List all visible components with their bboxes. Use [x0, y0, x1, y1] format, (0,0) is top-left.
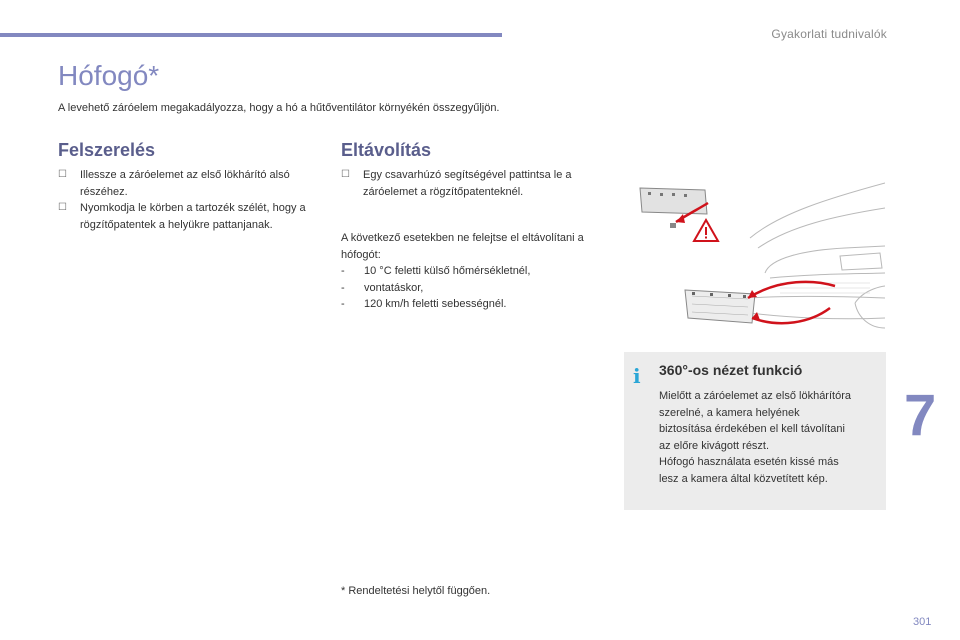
- list-item: ☐ Egy csavarhúzó segítségével pattintsa le a záróelemet a rögzítőpatenteknél.: [341, 169, 572, 198]
- snow-shield-illustration: [630, 178, 885, 338]
- install-heading: Felszerelés: [58, 140, 156, 160]
- removal-list: [341, 167, 606, 200]
- install-arrow: [748, 282, 835, 298]
- forget-note: [341, 230, 606, 313]
- checkbox-bullet-icon: ☐: [58, 202, 67, 213]
- footnote: * Rendeltetési helytől függően.: [341, 585, 491, 597]
- info-body: Mielőtt a záróelemet az első lökhárítóra szerelné, a kamera helyének biztosítása érdekében el kell távolítani az előre kivágott részt. Hófogó használata esetén kissé más lesz a kamera által közvetített kép.: [659, 390, 851, 485]
- list-item: ☐ Nyomkodja le körben a tartozék szélét, hogy a rögzítőpatentek a helyükre pattanjanak.: [58, 202, 306, 231]
- intro-text: A levehető záróelem megakadályozza, hogy a hó a hűtőventilátor környékén összegyűljön.: [58, 102, 500, 114]
- header-accent-bar: [0, 33, 502, 37]
- page-number: 301: [913, 616, 932, 628]
- install-list: [58, 167, 320, 233]
- checkbox-bullet-icon: ☐: [58, 169, 67, 180]
- warning-triangle-icon: [694, 220, 718, 241]
- list-item: ☐ Illessze a záróelemet az első lökhárító alsó részéhez.: [58, 169, 290, 198]
- info-title: 360°-os nézet funkció: [659, 362, 803, 378]
- lower-snow-shield: [685, 290, 755, 323]
- section-name: Gyakorlati tudnivalók: [771, 27, 887, 41]
- list-item: - 10 °C feletti külső hőmérsékletnél,: [341, 265, 531, 277]
- list-item: - 120 km/h feletti sebességnél.: [341, 298, 507, 310]
- page-title: Hófogó*: [58, 60, 160, 91]
- checkbox-bullet-icon: ☐: [341, 169, 350, 180]
- forget-intro: A következő esetekben ne felejtse el eltávolítani a hófogót:: [341, 232, 584, 261]
- info-icon: i: [633, 364, 641, 388]
- removal-heading: Eltávolítás: [341, 140, 432, 160]
- chapter-number: 7: [904, 383, 937, 448]
- list-item: - vontatáskor,: [341, 281, 424, 294]
- info-box: [624, 352, 886, 510]
